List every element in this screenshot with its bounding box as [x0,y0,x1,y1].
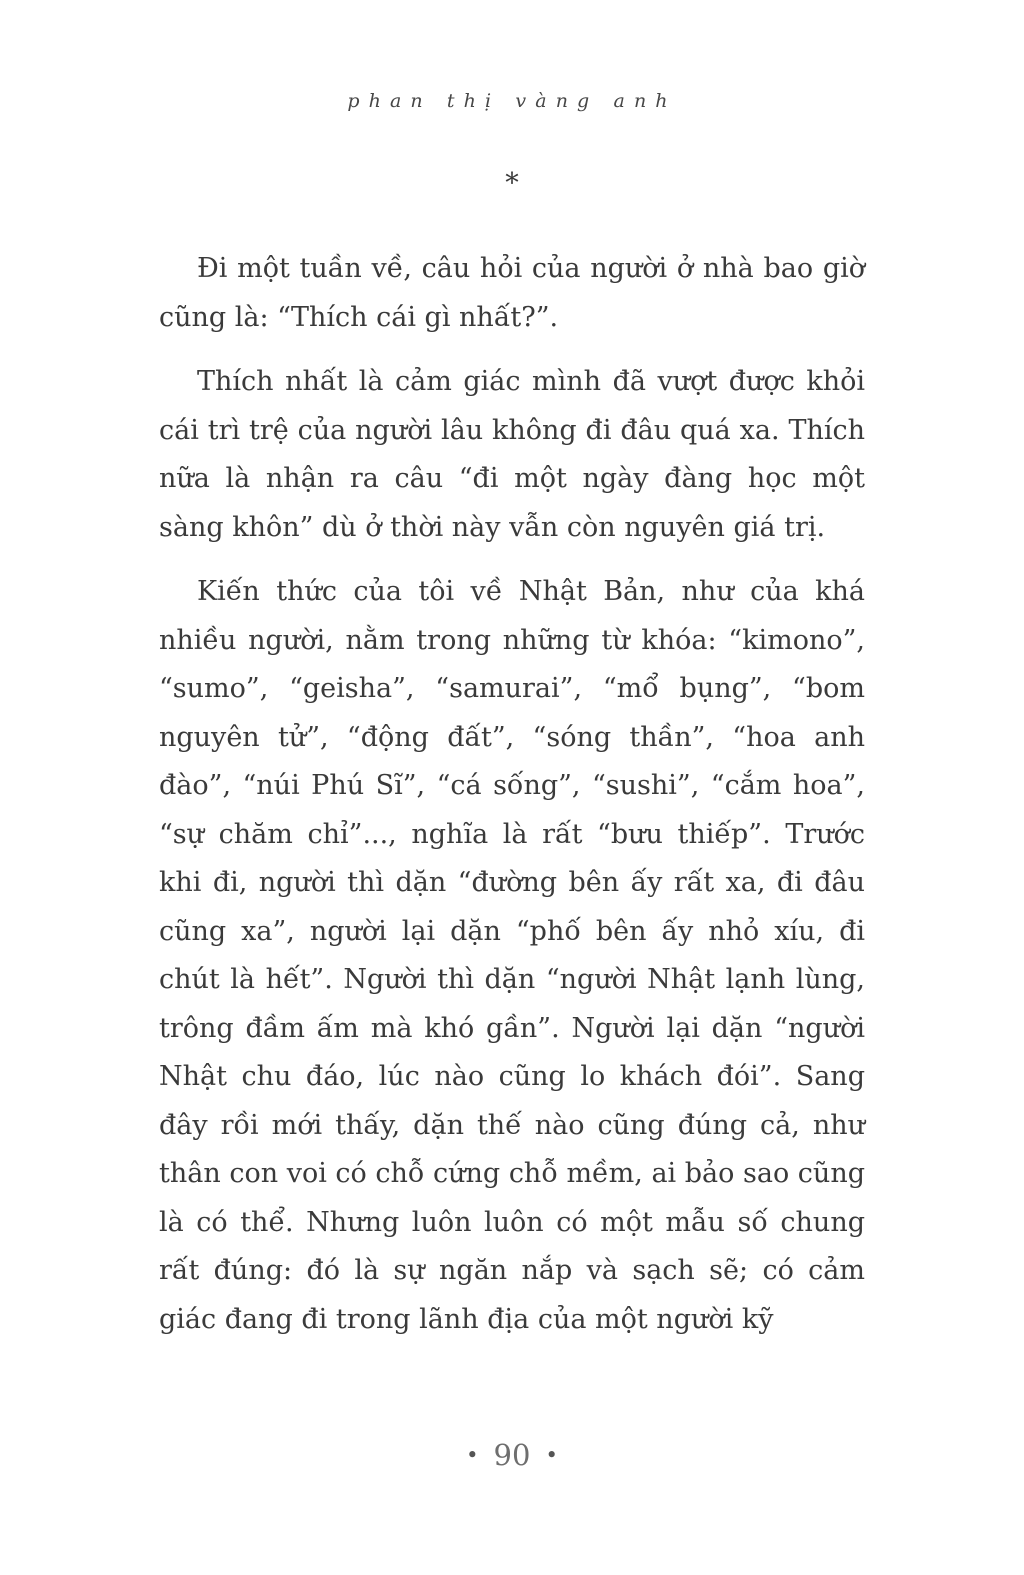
page-number-footer [0,1438,1024,1472]
running-header-author: phan thị vàng anh [347,90,677,112]
asterisk-separator: * [505,168,519,199]
paragraph: Kiến thức của tôi về Nhật Bản, như của khá nhiều người, nằm trong những từ khóa: “kimono”, “sumo”, “geisha”, “samurai”, “mổ bụng”, “bom nguyên tử”, “động đất”, “sóng thần”, “hoa anh đào”, “núi Phú Sĩ”, “cá sống”, “sushi”, “cắm hoa”, “sự chăm chỉ”..., nghĩa là rất “bưu thiếp”. Trước khi đi, người thì dặn “đường bên ấy rất xa, đi đâu cũng xa”, người lại dặn “phố bên ấy nhỏ xíu, đi chút là hết”. Người thì dặn “người Nhật lạnh lùng, trông đầm ấm mà khó gần”. Người lại dặn “người Nhật chu đáo, lúc nào cũng lo khách đói”. Sang đây rồi mới thấy, dặn thế nào cũng đúng cả, như thân con voi có chỗ cứng chỗ mềm, ai bảo sao cũng là có thể. Nhưng luôn luôn có một mẫu số chung rất đúng: đó là sự ngăn nắp và sạch sẽ; có cảm giác đang đi trong lãnh địa của một người kỹ [159,576,865,1335]
paragraph: Thích nhất là cảm giác mình đã vượt được khỏi cái trì trệ của người lâu không đi đâu quá xa. Thích nữa là nhận ra câu “đi một ngày đàng học một sàng khôn” dù ở thời này vẫn còn nguyên giá trị. [159,366,865,543]
page-number-value: 90 [493,1438,531,1472]
paragraph: Đi một tuần về, câu hỏi của người ở nhà bao giờ cũng là: “Thích cái gì nhất?”. [159,253,865,333]
footer-dot-right: • [545,1442,558,1467]
footer-dot-left: • [466,1442,479,1467]
body-text [159,245,865,1344]
book-page-column [159,0,865,1344]
